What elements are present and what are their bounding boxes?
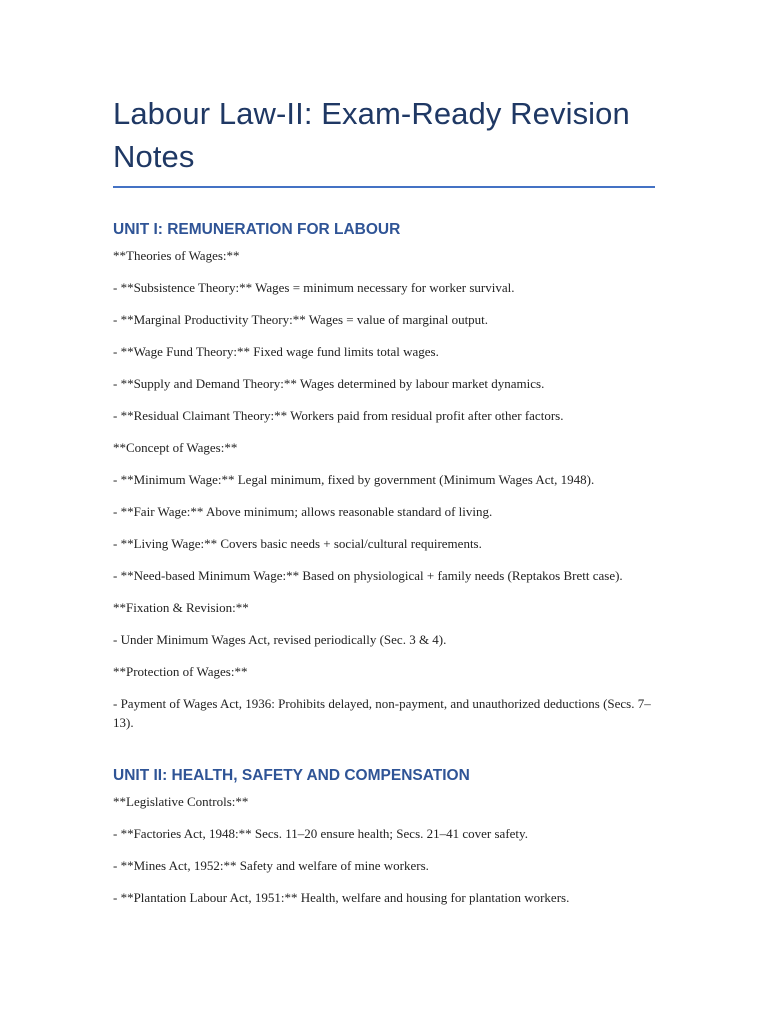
paragraph: - Under Minimum Wages Act, revised periodically (Sec. 3 & 4). bbox=[113, 632, 447, 647]
unit-1-section bbox=[113, 220, 655, 732]
paragraph: - **Residual Claimant Theory:** Workers paid from residual profit after other factors. bbox=[113, 408, 564, 423]
paragraph: **Fixation & Revision:** bbox=[113, 600, 249, 615]
paragraph: - **Fair Wage:** Above minimum; allows reasonable standard of living. bbox=[113, 504, 493, 519]
paragraph: - **Need-based Minimum Wage:** Based on physiological + family needs (Reptakos Brett case). bbox=[113, 568, 623, 583]
title-underline bbox=[113, 186, 655, 188]
paragraph: **Legislative Controls:** bbox=[113, 794, 249, 809]
paragraph: - **Marginal Productivity Theory:** Wages = value of marginal output. bbox=[113, 312, 489, 327]
paragraph: - **Wage Fund Theory:** Fixed wage fund limits total wages. bbox=[113, 344, 439, 359]
unit-2-heading: UNIT II: HEALTH, SAFETY AND COMPENSATION bbox=[113, 767, 470, 784]
paragraph: **Theories of Wages:** bbox=[113, 248, 240, 263]
document-title: Labour Law-II: Exam-Ready Revision Notes bbox=[113, 96, 630, 174]
document-body bbox=[113, 92, 655, 907]
paragraph: - **Subsistence Theory:** Wages = minimum necessary for worker survival. bbox=[113, 280, 515, 295]
paragraph: - **Supply and Demand Theory:** Wages determined by labour market dynamics. bbox=[113, 376, 545, 391]
paragraph: - Payment of Wages Act, 1936: Prohibits delayed, non-payment, and unauthorized deductions (Secs. 7–13). bbox=[113, 696, 651, 730]
paragraph: - **Minimum Wage:** Legal minimum, fixed by government (Minimum Wages Act, 1948). bbox=[113, 472, 595, 487]
unit-2-section bbox=[113, 766, 655, 907]
paragraph: - **Living Wage:** Covers basic needs + social/cultural requirements. bbox=[113, 536, 482, 551]
unit-1-heading: UNIT I: REMUNERATION FOR LABOUR bbox=[113, 221, 401, 238]
paragraph: **Concept of Wages:** bbox=[113, 440, 238, 455]
paragraph: **Protection of Wages:** bbox=[113, 664, 248, 679]
paragraph: - **Plantation Labour Act, 1951:** Health, welfare and housing for plantation workers. bbox=[113, 890, 570, 905]
paragraph: - **Mines Act, 1952:** Safety and welfare of mine workers. bbox=[113, 858, 429, 873]
paragraph: - **Factories Act, 1948:** Secs. 11–20 ensure health; Secs. 21–41 cover safety. bbox=[113, 826, 528, 841]
